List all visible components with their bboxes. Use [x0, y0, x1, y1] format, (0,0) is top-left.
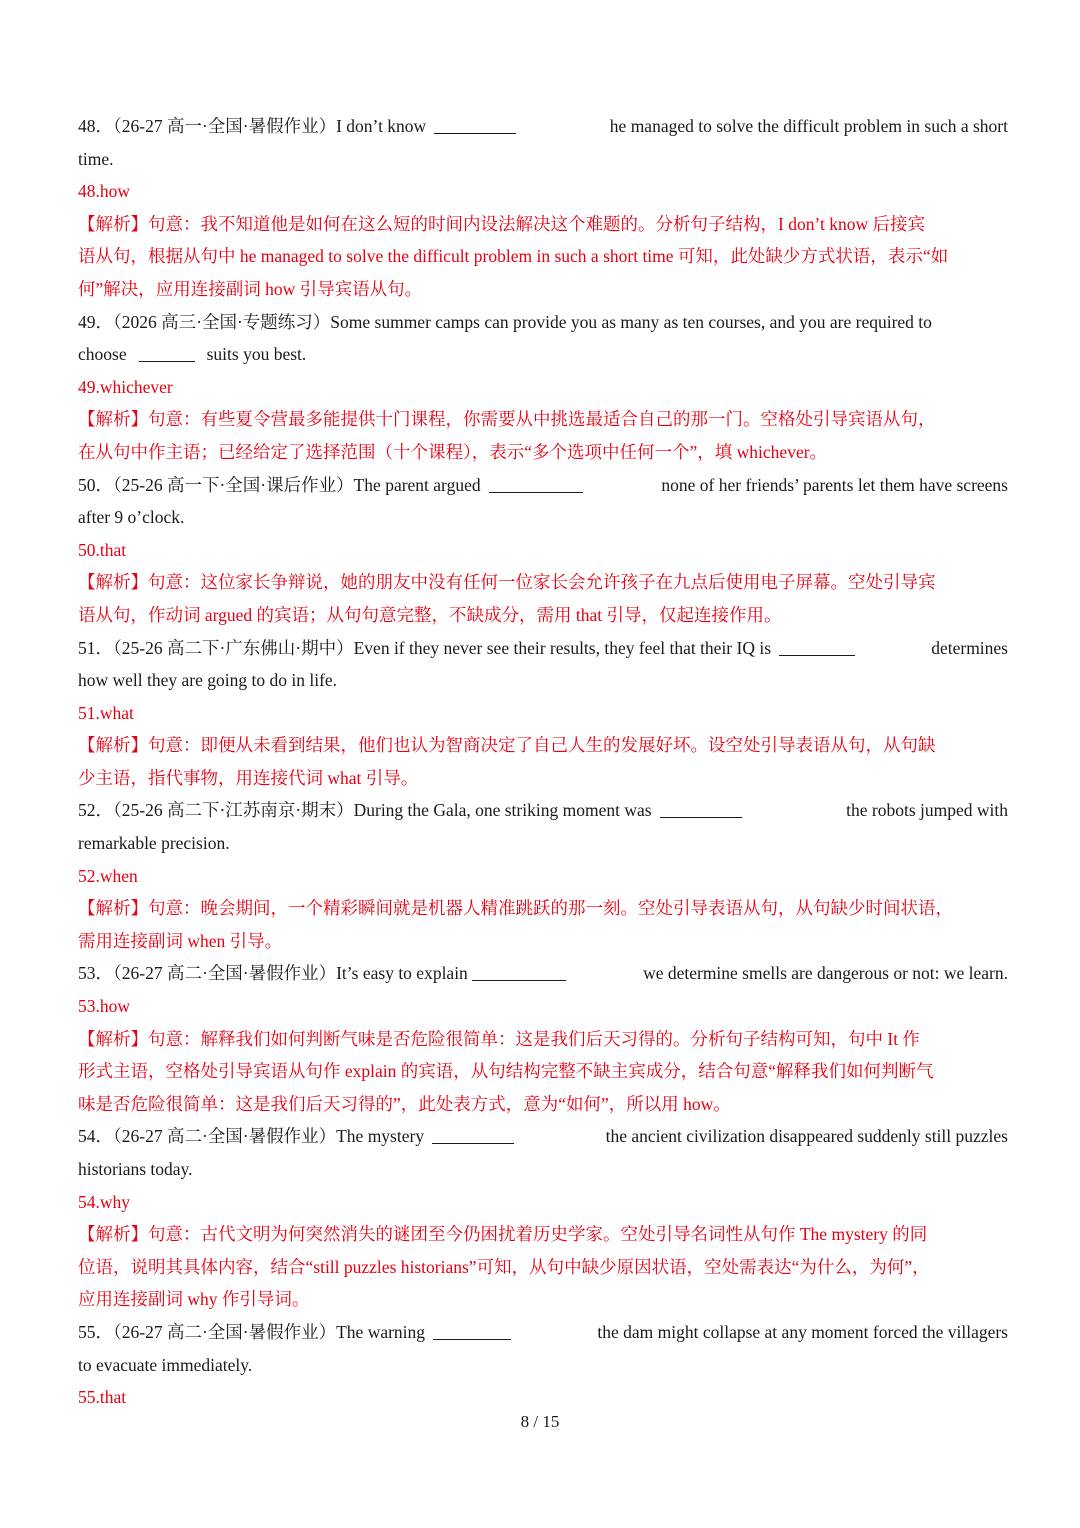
- analysis-53-line-1: [78, 1023, 1008, 1056]
- question-49-line-2: [78, 338, 1008, 371]
- question-text: we determine smells are dangerous or not: we learn.: [643, 963, 1008, 984]
- answer-55: 55.that: [78, 1387, 127, 1408]
- question-text: 54．（26-27 高二·全国·暑假作业）The mystery: [78, 1126, 425, 1147]
- question-55-line-2: to evacuate immediately.: [78, 1354, 253, 1375]
- analysis-53-line-3: 味是否危险很简单：这是我们后天习得的”，此处表方式，意为“如何”，所以用 how。: [78, 1093, 731, 1114]
- question-53-line-1: [78, 957, 1008, 990]
- analysis-54-line-1: [78, 1218, 1008, 1251]
- answer-blank: [779, 637, 855, 656]
- analysis-label: 【解析】: [78, 572, 148, 593]
- answer-blank: [139, 343, 195, 362]
- question-49-line-1: 49．（2026 高三·全国·专题练习）Some summer camps can provide you as many as ten courses, and you are required to: [78, 311, 932, 332]
- answer-51: 51.what: [78, 702, 134, 723]
- question-55-line-1: [78, 1316, 1008, 1349]
- analysis-53-line-2: 形式主语，空格处引导宾语从句作 explain 的宾语，从句结构完整不缺主宾成分，结合句意“解释我们如何判断气: [78, 1061, 934, 1082]
- question-text: 50．（25-26 高一下·全国·课后作业）The parent argued: [78, 474, 481, 495]
- question-text: 55．（26-27 高二·全国·暑假作业）The warning: [78, 1321, 426, 1342]
- answer-53: 53.how: [78, 996, 131, 1017]
- analysis-49-line-1: [78, 403, 1008, 436]
- question-51-line-2: how well they are going to do in life.: [78, 670, 338, 691]
- question-text: suits you best.: [206, 344, 307, 365]
- analysis-48-line-1: [78, 208, 1008, 241]
- analysis-51-line-1: [78, 729, 1008, 762]
- analysis-50-line-1: [78, 566, 1008, 599]
- question-text: 51．（25-26 高二下·广东佛山·期中）Even if they never see their results, they feel that their IQ is: [78, 637, 772, 658]
- answer-50: 50.that: [78, 539, 127, 560]
- question-text: choose: [78, 344, 127, 365]
- answer-blank: [432, 1125, 514, 1144]
- analysis-49-line-2: 在从句中作主语；已经给定了选择范围（十个课程），表示“多个选项中任何一个”，填 whichever。: [78, 441, 828, 462]
- answer-blank: [489, 474, 583, 493]
- analysis-label: 【解析】: [78, 213, 148, 234]
- question-text: determines: [931, 637, 1008, 658]
- analysis-label: 【解析】: [78, 409, 148, 430]
- answer-blank: [472, 962, 566, 981]
- question-text: 53．（26-27 高二·全国·暑假作业）It’s easy to explain: [78, 963, 468, 984]
- analysis-text: 句意：晚会期间，一个精彩瞬间就是机器人精准跳跃的那一刻。空处引导表语从句，从句缺少时间状语，: [148, 898, 953, 919]
- question-52-line-1: [78, 794, 1008, 827]
- question-54-line-1: [78, 1120, 1008, 1153]
- analysis-text: 句意：有些夏令营最多能提供十门课程，你需要从中挑选最适合自己的那一门。空格处引导宾语从句，: [148, 409, 936, 430]
- analysis-48-line-2: 语从句，根据从句中 he managed to solve the difficult problem in such a short time 可知，此处缺少方式状语，表示“如: [78, 246, 949, 267]
- analysis-text: 句意：我不知道他是如何在这么短的时间内设法解决这个难题的。分析句子结构，I don’t know 后接宾: [148, 213, 925, 234]
- question-48-line-1: [78, 110, 1008, 143]
- analysis-label: 【解析】: [78, 1028, 148, 1049]
- answer-48: 48.how: [78, 181, 131, 202]
- analysis-54-line-3: 应用连接副词 why 作引导词。: [78, 1289, 310, 1310]
- analysis-label: 【解析】: [78, 898, 148, 919]
- question-51-line-1: [78, 632, 1008, 665]
- question-54-line-2: historians today.: [78, 1159, 193, 1179]
- question-48-line-2: time.: [78, 148, 114, 169]
- answer-54: 54.why: [78, 1191, 131, 1212]
- answer-blank: [433, 1321, 511, 1340]
- analysis-52-line-2: 需用连接副词 when 引导。: [78, 930, 283, 951]
- analysis-text: 句意：即便从未看到结果，他们也认为智商决定了自己人生的发展好坏。设空处引导表语从句，从句缺: [148, 735, 936, 756]
- answer-blank: [660, 799, 742, 818]
- analysis-text: 句意：古代文明为何突然消失的谜团至今仍困扰着历史学家。空处引导名词性从句作 The mystery 的同: [148, 1224, 928, 1245]
- answer-blank: [434, 115, 516, 134]
- answer-52: 52.when: [78, 865, 138, 886]
- analysis-52-line-1: [78, 892, 1008, 925]
- page-number: 8 / 15: [520, 1412, 560, 1431]
- document-page: [78, 110, 1008, 1414]
- question-text: none of her friends’ parents let them have screens: [661, 474, 1008, 495]
- question-50-line-2: after 9 o’clock.: [78, 507, 185, 528]
- question-text: the dam might collapse at any moment forced the villagers: [597, 1321, 1008, 1342]
- question-50-line-1: [78, 469, 1008, 502]
- question-text: he managed to solve the difficult problem in such a short: [609, 116, 1008, 136]
- question-52-line-2: remarkable precision.: [78, 833, 230, 854]
- analysis-label: 【解析】: [78, 735, 148, 756]
- answer-49: 49.whichever: [78, 376, 173, 397]
- question-text: 52．（25-26 高二下·江苏南京·期末）During the Gala, one striking moment was: [78, 800, 652, 821]
- analysis-text: 句意：解释我们如何判断气味是否危险很简单：这是我们后天习得的。分析句子结构可知，句中 It 作: [148, 1028, 920, 1049]
- question-text: the robots jumped with: [846, 800, 1008, 821]
- analysis-text: 句意：这位家长争辩说，她的朋友中没有任何一位家长会允许孩子在九点后使用电子屏幕。空处引导宾: [148, 572, 936, 593]
- analysis-50-line-2: 语从句，作动词 argued 的宾语；从句句意完整，不缺成分，需用 that 引导，仅起连接作用。: [78, 604, 782, 625]
- analysis-48-line-3: 何”解决，应用连接副词 how 引导宾语从句。: [78, 278, 423, 299]
- analysis-54-line-2: 位语，说明其具体内容，结合“still puzzles historians”可知，从句中缺少原因状语，空处需表达“为什么，为何”，: [78, 1256, 930, 1277]
- question-text: the ancient civilization disappeared suddenly still puzzles: [605, 1126, 1008, 1147]
- analysis-label: 【解析】: [78, 1224, 148, 1245]
- analysis-51-line-2: 少主语，指代事物，用连接代词 what 引导。: [78, 767, 419, 788]
- question-text: 48．（26-27 高一·全国·暑假作业）I don’t know: [78, 116, 427, 136]
